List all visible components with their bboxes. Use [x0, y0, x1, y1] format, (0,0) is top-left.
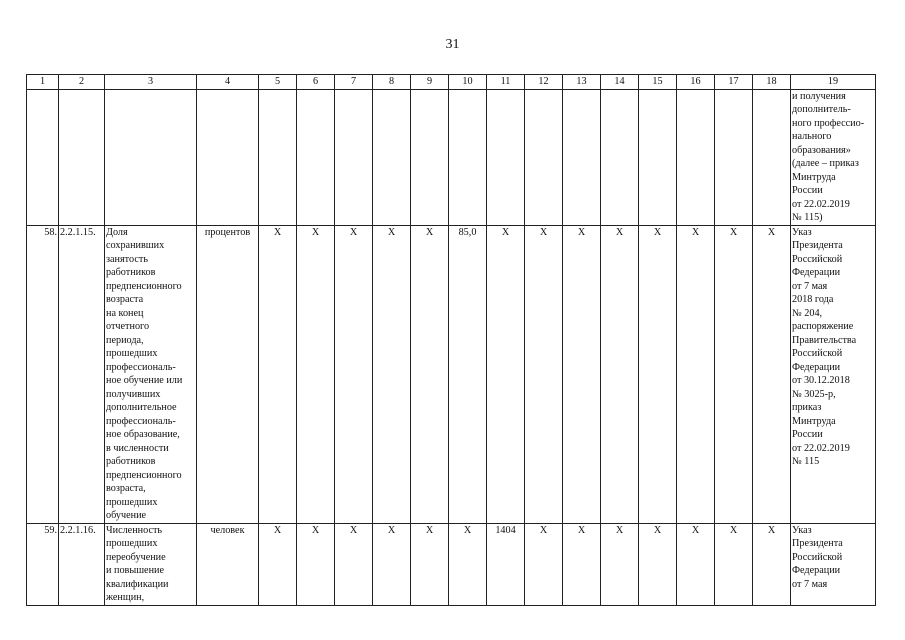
value-cell: Х: [297, 523, 335, 605]
header-cell: 8: [373, 75, 411, 90]
legal-basis-cell: Указ Президента Российской Федерации от 7 мая 2018 года № 204, распоряжение Правительства Российской Федерации от 30.12.2018 № 3025-р, приказ Минтруда России от 22.02.2019 № 115: [791, 225, 876, 523]
value-cell: 85,0: [449, 225, 487, 523]
value-cell: Х: [715, 225, 753, 523]
header-cell: 12: [525, 75, 563, 90]
value-cell: Х: [449, 523, 487, 605]
indicator-name-cell: Численность прошедших переобучение и повышение квалификации женщин,: [105, 523, 197, 605]
value-cell: [677, 89, 715, 225]
unit-cell: процентов: [197, 225, 259, 523]
value-cell: Х: [677, 225, 715, 523]
row-code-cell: 2.2.1.15.: [59, 225, 105, 523]
header-cell: 9: [411, 75, 449, 90]
value-cell: Х: [753, 523, 791, 605]
value-cell: Х: [411, 523, 449, 605]
value-cell: Х: [639, 225, 677, 523]
unit-cell: человек: [197, 523, 259, 605]
header-cell: 10: [449, 75, 487, 90]
row-code-cell: 2.2.1.16.: [59, 523, 105, 605]
value-cell: Х: [487, 225, 525, 523]
value-cell: Х: [677, 523, 715, 605]
value-cell: [601, 89, 639, 225]
value-cell: Х: [715, 523, 753, 605]
page-number: 31: [445, 37, 460, 52]
header-cell: 5: [259, 75, 297, 90]
header-cell: 14: [601, 75, 639, 90]
value-cell: Х: [601, 225, 639, 523]
value-cell: [715, 89, 753, 225]
header-cell: 7: [335, 75, 373, 90]
header-cell: 17: [715, 75, 753, 90]
value-cell: [259, 89, 297, 225]
table-header-row: [27, 75, 876, 90]
header-cell: 4: [197, 75, 259, 90]
header-cell: 3: [105, 75, 197, 90]
indicator-name-cell: Доля сохранивших занятость работников предпенсионного возраста на конец отчетного периода, прошедших профессиональ- ное обучение или получивших дополнительное профессиональ- ное образование, в численности работников предпенсионного возраста, прошедших обучение: [105, 225, 197, 523]
header-cell: 16: [677, 75, 715, 90]
value-cell: Х: [563, 523, 601, 605]
value-cell: 1404: [487, 523, 525, 605]
table-row-59: [27, 523, 876, 605]
legal-basis-cell: Указ Президента Российской Федерации от 7 мая: [791, 523, 876, 605]
value-cell: Х: [259, 225, 297, 523]
value-cell: [753, 89, 791, 225]
header-cell: 2: [59, 75, 105, 90]
value-cell: Х: [335, 523, 373, 605]
header-cell: 11: [487, 75, 525, 90]
value-cell: [411, 89, 449, 225]
header-cell: 1: [27, 75, 59, 90]
value-cell: [639, 89, 677, 225]
indicator-name-cell: [105, 89, 197, 225]
value-cell: Х: [411, 225, 449, 523]
legal-basis-cell: и получения дополнитель- ного профессио- нального образования» (далее – приказ Минтруда России от 22.02.2019 № 115): [791, 89, 876, 225]
value-cell: [525, 89, 563, 225]
value-cell: Х: [259, 523, 297, 605]
indicator-table: [26, 74, 876, 606]
value-cell: Х: [373, 225, 411, 523]
value-cell: [449, 89, 487, 225]
unit-cell: [197, 89, 259, 225]
value-cell: Х: [525, 225, 563, 523]
header-cell: 15: [639, 75, 677, 90]
value-cell: [297, 89, 335, 225]
header-cell: 13: [563, 75, 601, 90]
value-cell: Х: [525, 523, 563, 605]
row-number-cell: 59.: [27, 523, 59, 605]
value-cell: [487, 89, 525, 225]
table-row-continuation: [27, 89, 876, 225]
value-cell: Х: [639, 523, 677, 605]
header-cell: 18: [753, 75, 791, 90]
value-cell: Х: [373, 523, 411, 605]
header-cell: 6: [297, 75, 335, 90]
value-cell: [563, 89, 601, 225]
value-cell: [373, 89, 411, 225]
row-code-cell: [59, 89, 105, 225]
value-cell: Х: [335, 225, 373, 523]
table-row-58: [27, 225, 876, 523]
value-cell: Х: [297, 225, 335, 523]
value-cell: Х: [753, 225, 791, 523]
value-cell: Х: [601, 523, 639, 605]
header-cell: 19: [791, 75, 876, 90]
value-cell: Х: [563, 225, 601, 523]
value-cell: [335, 89, 373, 225]
row-number-cell: [27, 89, 59, 225]
row-number-cell: 58.: [27, 225, 59, 523]
